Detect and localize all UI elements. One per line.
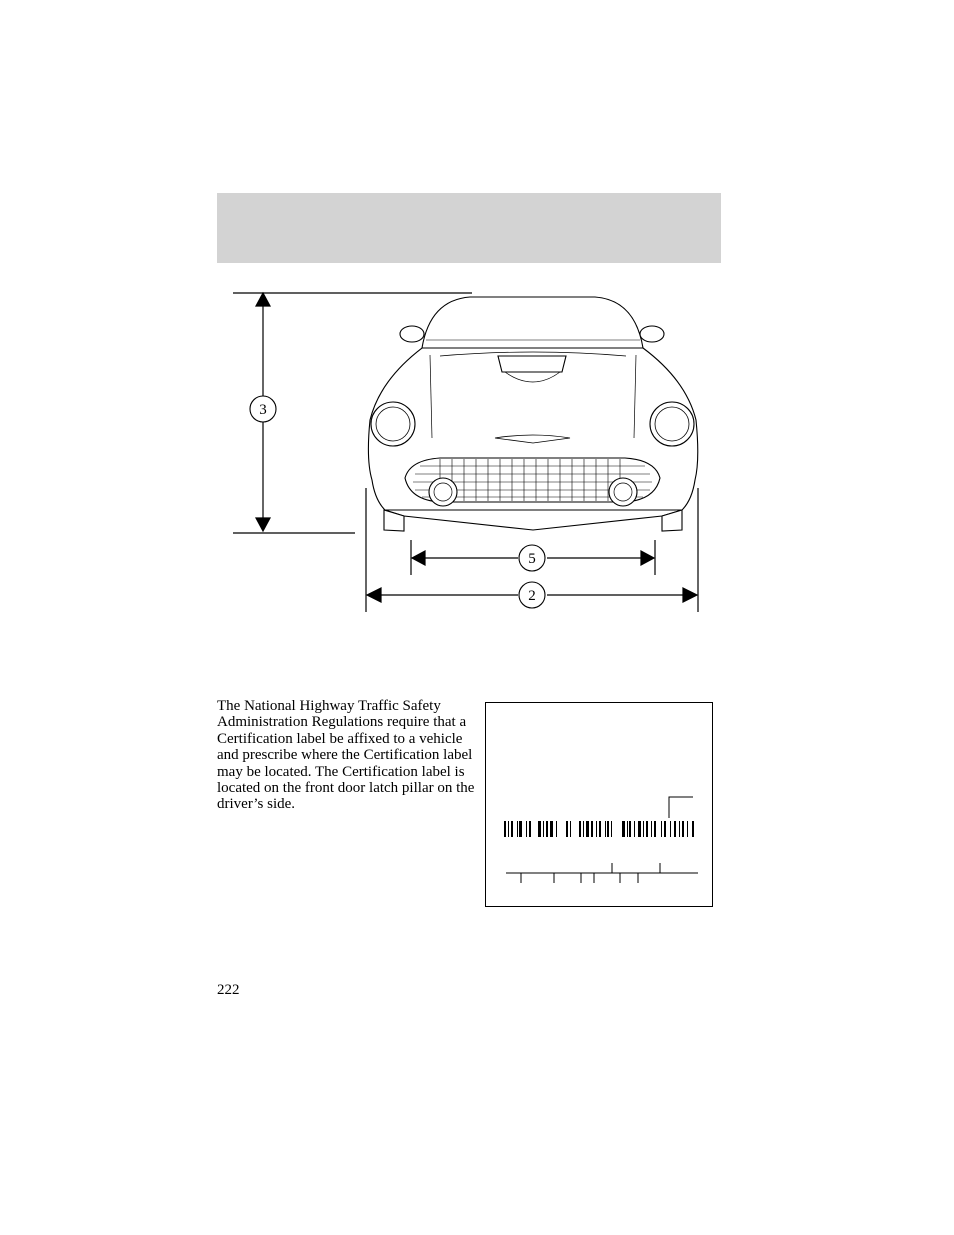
certification-paragraph: The National Highway Traffic Safety Administration Regulations require that a Certification label be affixed to a vehicle and prescribe where the Certification label may be located. The Certification label is located on the front door latch pillar on the driver’s side. [217,698,475,813]
height-callout [250,396,276,422]
label-corner-bracket [669,797,693,818]
certification-label-illustration [485,702,713,907]
width-callout [519,582,545,608]
barcode-graphic [504,821,694,837]
car-front-illustration [368,297,697,531]
svg-text:2: 2 [528,588,536,604]
svg-text:5: 5 [528,551,536,567]
page-number: 222 [217,982,240,998]
label-field-lines [506,863,698,883]
track-callout [519,545,545,571]
svg-text:3: 3 [259,402,267,418]
